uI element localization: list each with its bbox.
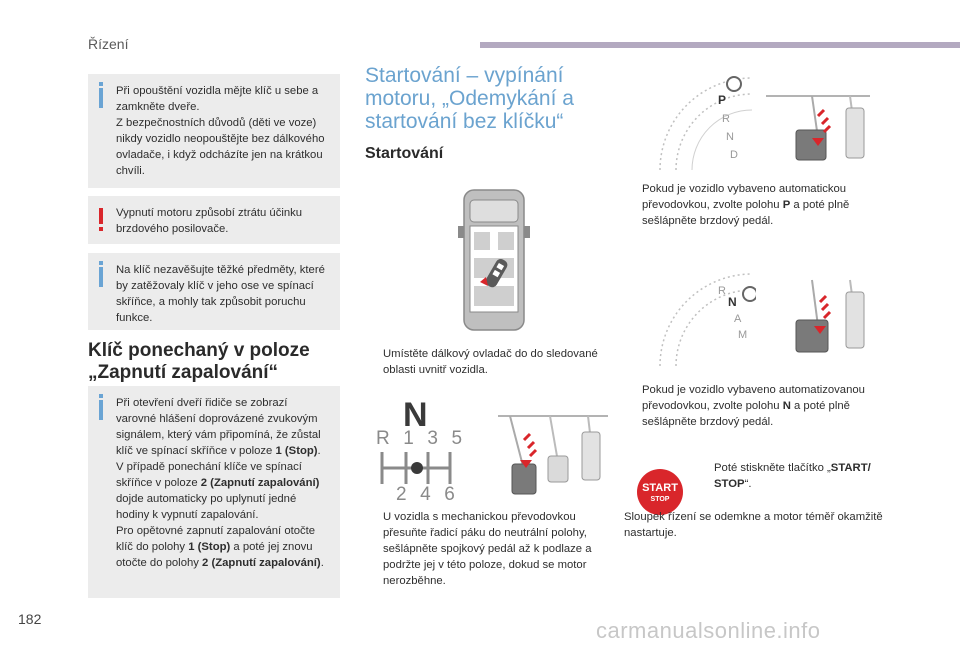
svg-text:START: START	[642, 482, 678, 494]
svg-text:N: N	[726, 131, 734, 143]
svg-text:STOP: STOP	[650, 496, 670, 503]
info-box-key-ignition	[88, 386, 340, 598]
clutch-pedal-illustration	[484, 410, 610, 498]
automated-gear-dial-illustration	[652, 270, 756, 370]
dial-letter-p: P	[718, 93, 727, 107]
step-automated-gearbox: Pokud je vozidlo vybaveno automatizovanou převodovkou, zvolte polohu N a poté plně sešlápněte brzdový pedál.	[642, 384, 865, 428]
warning-icon	[99, 208, 103, 224]
step-remote-in-car: Umístěte dálkový ovladač do do sledované oblasti uvnitř vozidla.	[383, 348, 598, 376]
dial-letter-n: N	[728, 295, 737, 309]
warning-text: Vypnutí motoru způsobí ztrátu účinku brzdového posilovače.	[116, 207, 303, 235]
info-box-key-leave	[88, 74, 340, 188]
info-box-heavy-objects	[88, 253, 340, 330]
step-press-start-stop: Poté stiskněte tlačítko „START/ STOP“.	[714, 462, 871, 490]
header-bar	[480, 42, 960, 48]
svg-text:R: R	[722, 113, 730, 125]
info-text: Při otevření dveří řidiče se zobrazí varovné hlášení doprovázené zvukovým signálem, který vám připomíná, že zůstal klíč ve spínací skříňce v poloze 1 (Stop). V případě ponechání klíče ve spínací skříňce v poloze 2 (Zapnutí zapalování) dojde automaticky po uplynutí jedné hodiny k vypnutí zapalování. Pro opětovné zapnutí zapalování otočte klíč do polohy 1 (Stop) a poté jej znovu otočte do polohy 2 (Zapnutí zapalování).	[116, 397, 324, 569]
car-top-view-illustration	[458, 186, 530, 334]
page-number: 182	[18, 611, 42, 627]
gear-labels-top: R 1 3 5	[376, 428, 464, 449]
svg-text:M: M	[738, 329, 748, 341]
section-heading-key-left: Klíč ponechaný v poloze „Zapnutí zapalování“	[88, 340, 310, 383]
sub-title: Startování	[365, 145, 444, 162]
gear-shift-pattern-icon	[376, 450, 462, 486]
info-text: Při opouštění vozidla mějte klíč u sebe a zamkněte dveře. Z bezpečnostních důvodů (děti ve voze) nikdy vozidlo neopouštějte bez dálkového ovladače, i když odcházíte jen na krátkou chvíli.	[116, 85, 325, 177]
svg-text:D: D	[730, 149, 738, 161]
closing-text: Sloupek řízení se odemkne a motor téměř okamžitě nastartuje.	[624, 511, 883, 539]
brake-pedal-illustration	[766, 92, 870, 170]
gear-letter-neutral: N	[403, 396, 428, 434]
brake-pedal-illustration-2	[766, 276, 870, 364]
svg-text:A: A	[734, 313, 742, 325]
info-icon	[99, 400, 103, 420]
info-icon	[99, 88, 103, 108]
step-manual-gearbox: U vozidla s mechanickou převodovkou přesuňte řadicí páku do neutrální polohy, sešlápněte spojkový pedál až k podlaze a podržte jej v této poloze, dokud se motor nerozběhne.	[383, 511, 592, 587]
section-title: Řízení	[88, 36, 129, 52]
warning-box-brake	[88, 196, 340, 244]
watermark: carmanualsonline.info	[596, 618, 821, 643]
step-automatic-gearbox: Pokud je vozidlo vybaveno automatickou převodovkou, zvolte polohu P a poté plně sešlápněte brzdový pedál.	[642, 183, 850, 227]
svg-text:R: R	[718, 285, 726, 297]
info-icon	[99, 267, 103, 287]
chapter-title: Startování – vypínání motoru, „Odemykání a startování bez klíčku“	[365, 64, 574, 133]
gear-labels-bottom: 2 4 6	[396, 484, 456, 505]
automatic-gear-dial-illustration	[652, 70, 756, 174]
info-text: Na klíč nezavěšujte těžké předměty, které by zatěžovaly klíč v jeho ose ve spínací skříňce, a mohly tak způsobit poruchu funkce.	[116, 264, 325, 324]
